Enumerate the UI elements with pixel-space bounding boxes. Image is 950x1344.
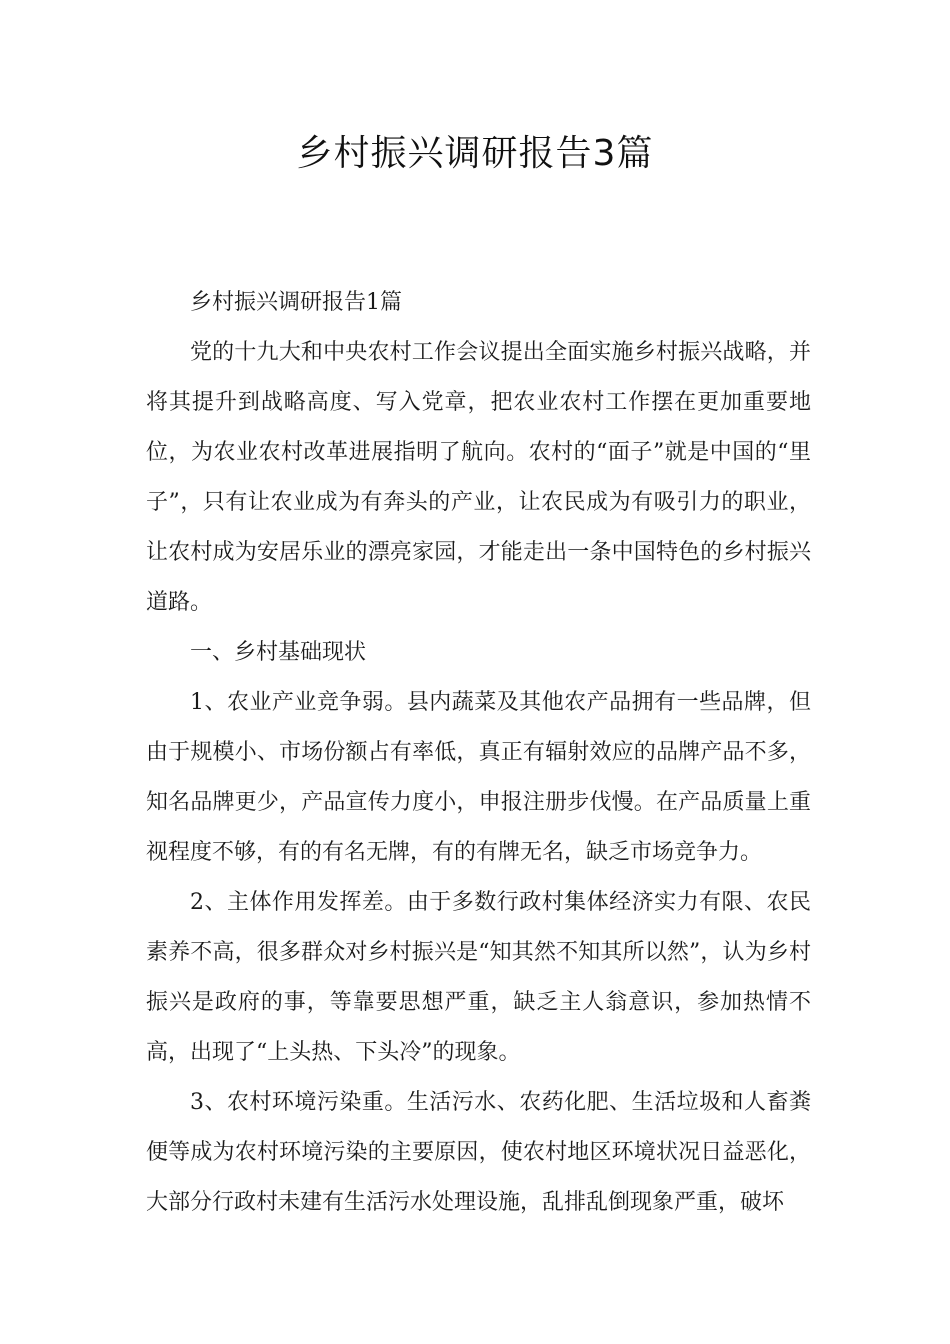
document-title: 乡村振兴调研报告3篇	[296, 133, 654, 174]
document-body	[146, 278, 811, 1228]
section-heading-current-status: 一、乡村基础现状	[190, 640, 367, 665]
point-paragraph-1: 1、农业产业竞争弱。县内蔬菜及其他农产品拥有一些品牌，但由于规模小、市场份额占有率低，真正有辐射效应的品牌产品不多，知名品牌更少，产品宣传力度小，申报注册步伐慢。在产品质量上重视程度不够，有的有名无牌，有的有牌无名，缺乏市场竞争力。	[146, 690, 811, 865]
point-paragraph-2: 2、主体作用发挥差。由于多数行政村集体经济实力有限、农民素养不高，很多群众对乡村振兴是“知其然不知其所以然”，认为乡村振兴是政府的事，等靠要思想严重，缺乏主人翁意识，参加热情不高，出现了“上头热、下头冷”的现象。	[146, 890, 811, 1065]
section-heading-report-1: 乡村振兴调研报告1篇	[190, 290, 402, 315]
point-paragraph-3: 3、农村环境污染重。生活污水、农药化肥、生活垃圾和人畜粪便等成为农村环境污染的主要原因，使农村地区环境状况日益恶化，大部分行政村未建有生活污水处理设施，乱排乱倒现象严重，破坏	[146, 1090, 811, 1215]
intro-paragraph: 党的十九大和中央农村工作会议提出全面实施乡村振兴战略，并将其提升到战略高度、写入党章，把农业农村工作摆在更加重要地位，为农业农村改革进展指明了航向。农村的“面子”就是中国的“里子”，只有让农业成为有奔头的产业，让农民成为有吸引力的职业，让农村成为安居乐业的漂亮家园，才能走出一条中国特色的乡村振兴道路。	[146, 340, 811, 615]
